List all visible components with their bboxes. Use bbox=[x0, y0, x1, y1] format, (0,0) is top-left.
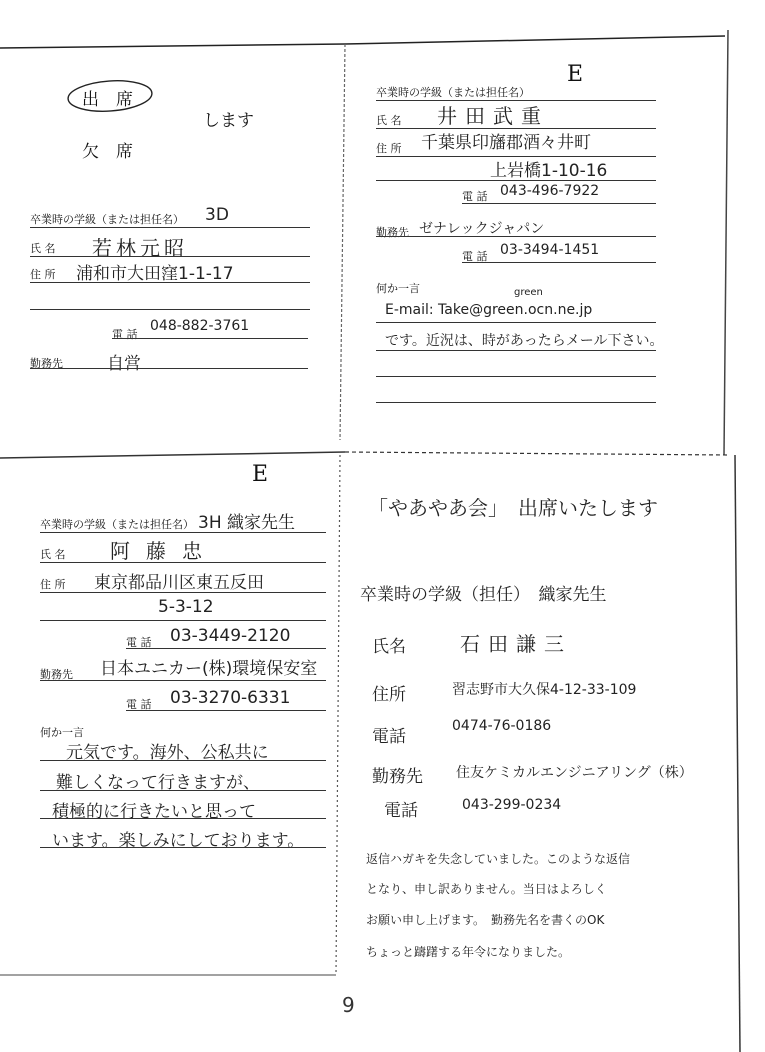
phone-label: 電 話 bbox=[462, 190, 488, 203]
letter-phone-label: 電話 bbox=[372, 727, 406, 747]
comment-line-3: 積極的に行きたいと思って bbox=[52, 802, 256, 822]
phone-value: 03-3449-2120 bbox=[170, 626, 291, 646]
letter-name-value: 石田謙三 bbox=[460, 632, 572, 656]
attend-suffix: します bbox=[203, 111, 254, 131]
letter-work-label: 勤務先 bbox=[372, 767, 423, 787]
name-label: 氏 名 bbox=[40, 548, 66, 561]
comment-line-4: います。楽しみにしております。 bbox=[52, 831, 305, 851]
phone-label: 電 話 bbox=[112, 328, 138, 341]
class-label: 卒業時の学級（または担任名） bbox=[376, 86, 530, 99]
name-value: 井田武重 bbox=[437, 104, 549, 128]
letter-note-line-2: となり、申し訳ありません。当日はよろしく bbox=[366, 882, 607, 896]
class-label: 卒業時の学級（または担任名） bbox=[30, 213, 184, 226]
work-phone-value: 03-3270-6331 bbox=[170, 688, 291, 708]
name-value: 若林元昭 bbox=[92, 236, 188, 260]
work-phone-label: 電 話 bbox=[462, 250, 488, 263]
comment-label: 何か一言 bbox=[40, 726, 84, 739]
letter-attend-line: 「やあやあ会」 出席いたします bbox=[368, 496, 658, 520]
work-label: 勤務先 bbox=[30, 357, 63, 370]
work-value: 自営 bbox=[107, 354, 141, 374]
name-value: 阿藤忠 bbox=[110, 539, 218, 563]
letter-address-value: 習志野市大久保4-12-33-109 bbox=[452, 682, 637, 698]
card-mark: E bbox=[567, 62, 584, 87]
page-number: 9 bbox=[342, 993, 355, 1017]
letter-work-phone-value: 043-299-0234 bbox=[462, 797, 562, 813]
name-label: 氏 名 bbox=[30, 242, 56, 255]
comment-line-1: 元気です。海外、公私共に bbox=[66, 743, 269, 763]
work-value: 日本ユニカー(株)環境保安室 bbox=[100, 659, 318, 679]
letter-address-label: 住所 bbox=[372, 685, 406, 705]
comment-line-2: 難しくなって行きますが、 bbox=[56, 773, 260, 793]
phone-value: 043-496-7922 bbox=[500, 183, 600, 199]
letter-note-line-1: 返信ハガキを失念していました。このような返信 bbox=[366, 852, 631, 866]
comment-label: 何か一言 bbox=[376, 282, 420, 295]
address-label: 住 所 bbox=[376, 142, 402, 155]
letter-work-value: 住友ケミカルエンジニアリング（株） bbox=[456, 765, 693, 781]
comment-line-2: です。近況は、時があったらメール下さい。 bbox=[385, 333, 664, 349]
address-line-1: 東京都品川区東五反田 bbox=[94, 573, 264, 593]
class-value: 3H 織家先生 bbox=[198, 513, 296, 533]
phone-value: 048-882-3761 bbox=[150, 318, 250, 334]
class-value: 3D bbox=[205, 205, 229, 225]
address-line-1: 千葉県印旛郡酒々井町 bbox=[421, 133, 591, 153]
address-line-2: 上岩橋1-10-16 bbox=[490, 161, 608, 181]
class-label: 卒業時の学級（または担任名） bbox=[40, 518, 194, 531]
phone-label: 電 話 bbox=[126, 636, 152, 649]
name-label: 氏 名 bbox=[376, 114, 402, 127]
work-label: 勤務先 bbox=[376, 226, 409, 239]
letter-class-line: 卒業時の学級（担任） 織家先生 bbox=[360, 585, 607, 605]
attend-option: 出 席 bbox=[82, 90, 133, 110]
work-phone-label: 電 話 bbox=[126, 698, 152, 711]
letter-work-phone-label: 電話 bbox=[384, 801, 418, 821]
card-mark: E bbox=[252, 462, 269, 487]
address-label: 住 所 bbox=[30, 268, 56, 281]
work-phone-value: 03-3494-1451 bbox=[500, 242, 600, 258]
work-label: 勤務先 bbox=[40, 668, 73, 681]
address-value: 浦和市大田窪1-1-17 bbox=[76, 264, 234, 284]
comment-line-1: E-mail: Take@green.ocn.ne.jp bbox=[385, 302, 593, 318]
comment-annotation: green bbox=[514, 287, 543, 298]
letter-note-line-4: ちょっと躊躇する年令になりました。 bbox=[366, 945, 571, 959]
letter-phone-value: 0474-76-0186 bbox=[452, 718, 552, 734]
letter-note-line-3: お願い申し上げます。 勤務先名を書くのOK bbox=[366, 913, 605, 927]
work-value: ゼナレックジャパン bbox=[419, 221, 545, 237]
address-label: 住 所 bbox=[40, 578, 66, 591]
address-line-2: 5-3-12 bbox=[158, 597, 214, 617]
absent-option: 欠 席 bbox=[82, 142, 133, 162]
letter-name-label: 氏名 bbox=[372, 637, 406, 657]
